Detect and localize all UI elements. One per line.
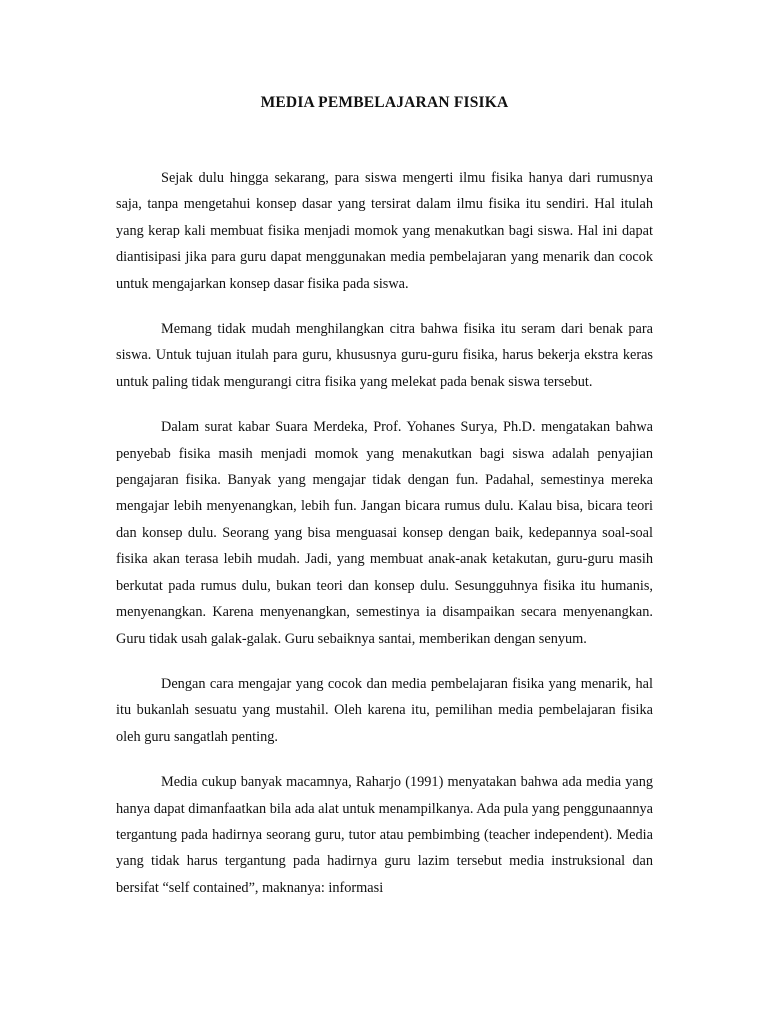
paragraph-4: Dengan cara mengajar yang cocok dan media pembelajaran fisika yang menarik, hal itu bukanlah sesuatu yang mustahil. Oleh karena itu, pemilihan media pembelajaran fisika oleh guru sangatlah penting. [116, 675, 653, 745]
document-title: MEDIA PEMBELAJARAN FISIKA [260, 94, 509, 111]
paragraph-3: Dalam surat kabar Suara Merdeka, Prof. Yohanes Surya, Ph.D. mengatakan bahwa penyebab fisika masih menjadi momok yang menakutkan bagi siswa adalah penyajian pengajaran fisika. Banyak yang mengajar tidak dengan fun. Padahal, semestinya mereka mengajar lebih menyenangkan, lebih fun. Jangan bicara rumus dulu. Kalau bisa, bicara teori dan konsep dulu. Seorang yang bisa menguasai konsep dengan baik, kedepannya soal-soal fisika akan terasa lebih mudah. Jadi, yang membuat anak-anak ketakutan, guru-guru masih berkutat pada rumus dulu, bukan teori dan konsep dulu. Sesungguhnya fisika itu humanis, menyenangkan. Karena menyenangkan, semestinya ia disampaikan secara menyenangkan. Guru tidak usah galak-galak. Guru sebaiknya santai, memberikan dengan senyum. [116, 419, 653, 647]
paragraph-2: Memang tidak mudah menghilangkan citra bahwa fisika itu seram dari benak para siswa. Untuk tujuan itulah para guru, khususnya guru-guru fisika, harus bekerja ekstra keras untuk paling tidak mengurangi citra fisika yang melekat pada benak siswa tersebut. [116, 321, 653, 390]
document-body [116, 165, 653, 920]
paragraph-5: Media cukup banyak macamnya, Raharjo (1991) menyatakan bahwa ada media yang hanya dapat dimanfaatkan bila ada alat untuk menampilkanya. Ada pula yang penggunaannya tergantung pada hadirnya seorang guru, tutor atau pembimbing (teacher independent). Media yang tidak harus tergantung pada hadirnya guru lazim tersebut media instruksional dan bersifat “self contained”, maknanya: informasi [116, 774, 653, 896]
paragraph-1: Sejak dulu hingga sekarang, para siswa mengerti ilmu fisika hanya dari rumusnya saja, tanpa mengetahui konsep dasar yang tersirat dalam ilmu fisika itu sendiri. Hal itulah yang kerap kali membuat fisika menjadi momok yang menakutkan bagi siswa. Hal ini dapat diantisipasi jika para guru dapat menggunakan media pembelajaran yang menarik dan cocok untuk mengajarkan konsep dasar fisika pada siswa. [116, 170, 653, 292]
